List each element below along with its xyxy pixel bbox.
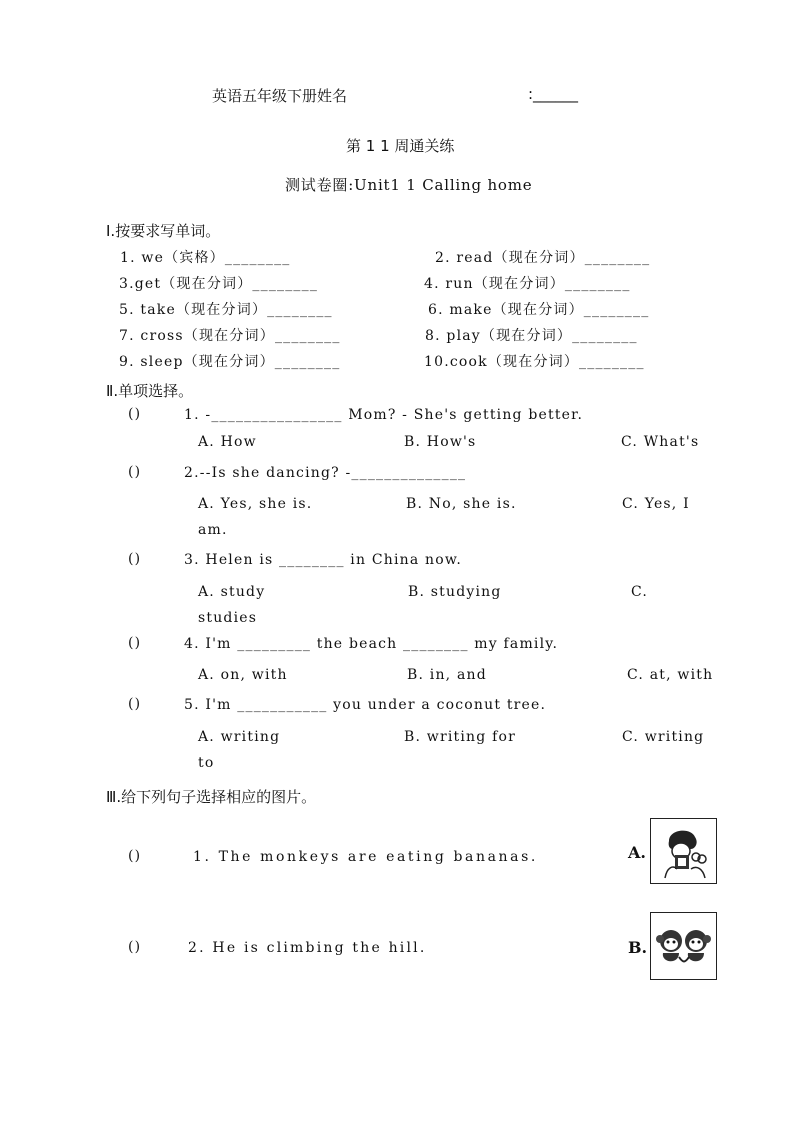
question-3-option-b: B. studying [408,584,502,600]
word-item-3: 3.get（现在分词）________ [119,276,319,292]
question-4-option-c: C. at, with [627,667,714,683]
question-5-option-b: B. writing for [404,729,516,745]
question-3-option-a: A. study [198,584,266,600]
word-item-9: 9. sleep（现在分词）________ [119,354,341,370]
word-item-7: 7. cross（现在分词）________ [119,328,341,344]
two-monkeys-icon [650,912,717,980]
answer-paren: () [128,939,142,955]
word-item-8: 8. play（现在分词）________ [425,328,638,344]
question-3-stem: 3. Helen is ________ in China now. [184,552,463,568]
section-3-heading: Ⅲ.给下列句子选择相应的图片。 [106,788,317,806]
answer-paren: () [128,635,142,651]
question-1-stem: 1. -________________ Mom? - She's getting better. [184,407,584,423]
picture-option-b-label: B. [628,938,648,957]
word-item-10: 10.cook（现在分词）________ [424,354,645,370]
answer-paren: () [128,551,142,567]
question-4-option-a: A. on, with [198,667,288,683]
answer-paren: () [128,848,142,864]
question-2-stem: 2.--Is she dancing? -______________ [184,465,467,481]
question-2-option-b: B. No, she is. [406,496,517,512]
question-4-stem: 4. I'm _________ the beach ________ my family. [184,636,559,652]
question-4-option-b: B. in, and [407,667,487,683]
picture-option-a-label: A. [628,843,646,862]
student-name-label: 英语五年级下册姓名 [212,87,348,105]
match-sentence-1: 1. The monkeys are eating bananas. [193,849,538,865]
answer-paren: () [128,464,142,480]
section-1-heading: Ⅰ.按要求写单词。 [106,222,221,240]
student-name-blank: :______ [528,85,579,103]
word-item-2: 2. read（现在分词）________ [435,250,651,266]
match-sentence-2: 2. He is climbing the hill. [188,940,427,956]
question-5-stem: 5. I'm ___________ you under a coconut tree. [184,697,547,713]
section-2-heading: Ⅱ.单项选择。 [106,382,194,400]
paper-title: 测试卷圈:Unit1 1 Calling home [285,176,533,194]
question-1-option-b: B. How's [404,434,477,450]
question-3-option-c: C. [631,584,649,600]
word-item-6: 6. make（现在分词）________ [428,302,650,318]
question-2-option-c: C. Yes, I [622,496,690,512]
word-item-5: 5. take（现在分词）________ [119,302,333,318]
week-title: 第 1 1 周通关练 [346,137,455,155]
question-5-option-c: C. writing [622,729,705,745]
word-item-4: 4. run（现在分词）________ [424,276,631,292]
man-photo-icon [650,818,717,884]
question-5-option-a: A. writing [198,729,281,745]
question-2-option-c-wrap: am. [198,522,228,538]
answer-paren: () [128,406,142,422]
question-3-option-c-wrap: studies [198,610,258,626]
word-item-1: 1. we（宾格）________ [120,250,291,266]
question-2-option-a: A. Yes, she is. [198,496,313,512]
answer-paren: () [128,696,142,712]
question-1-option-a: A. How [198,434,257,450]
question-5-option-c-wrap: to [198,755,215,771]
question-1-option-c: C. What's [621,434,700,450]
